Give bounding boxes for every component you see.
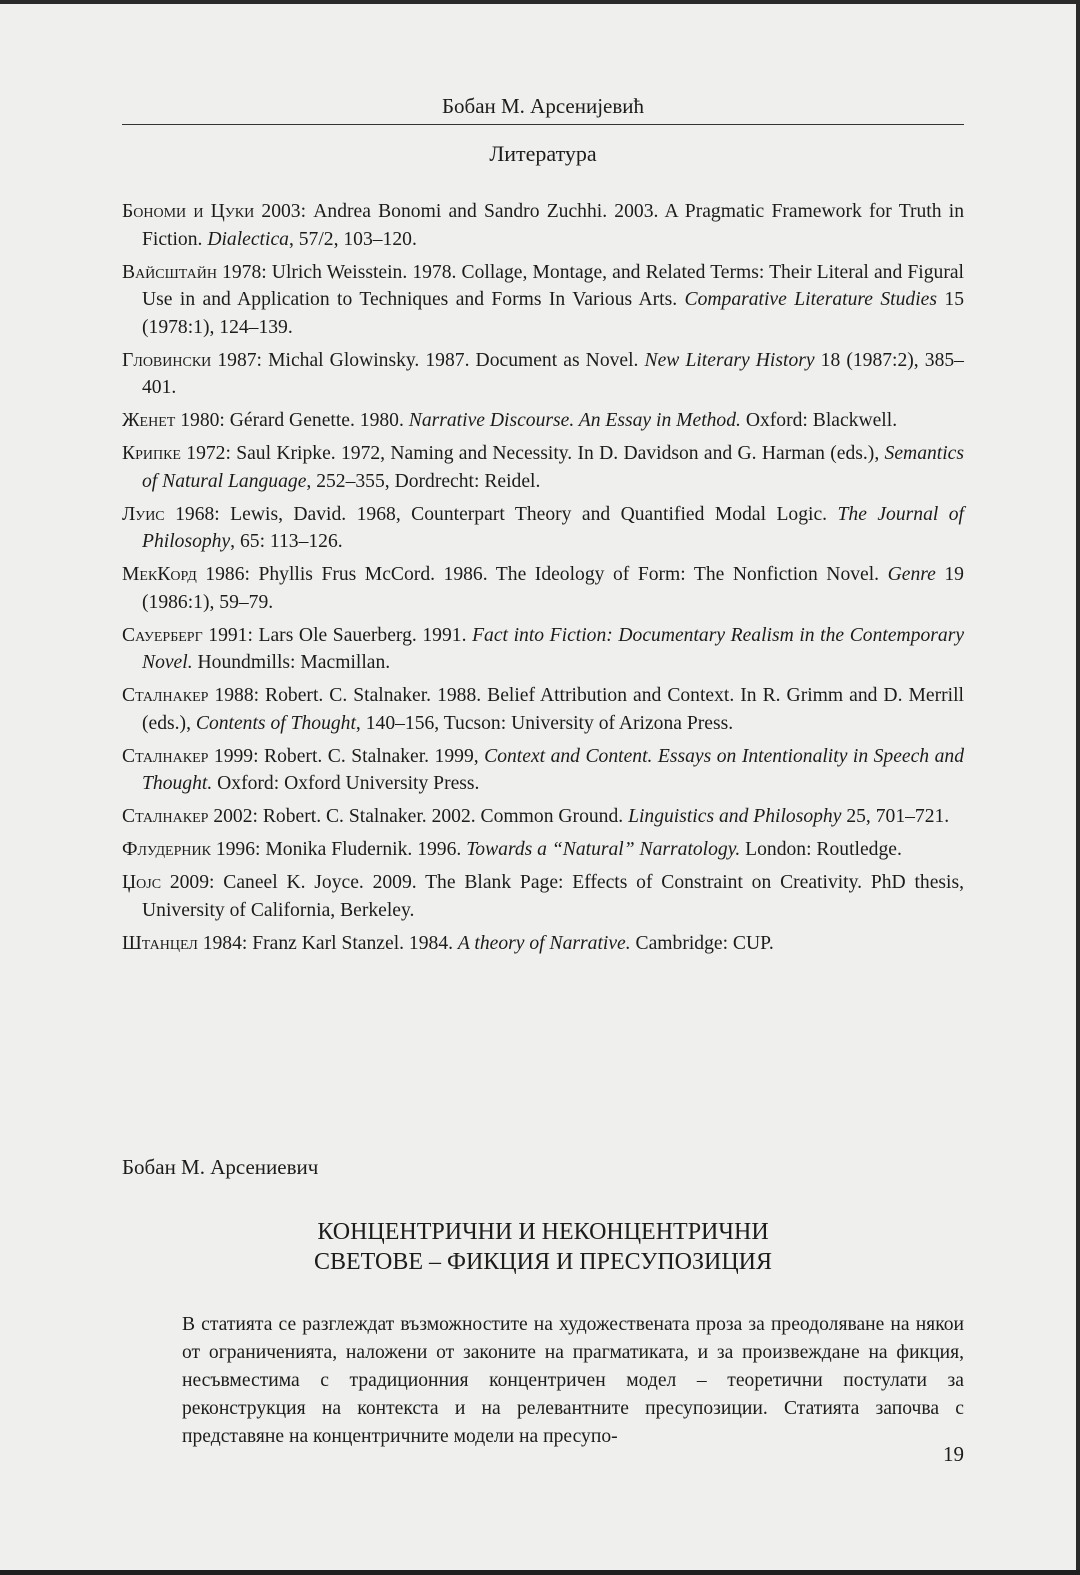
scan-bottom-edge	[0, 1570, 1080, 1575]
bibliography-heading: Литература	[489, 141, 597, 166]
bibliography-entry: Џојс 2009: Caneel K. Joyce. 2009. The Blank Page: Effects of Constraint on Creativity. PhD thesis, University of California, Berkeley.	[122, 872, 964, 921]
article-title-line-1: КОНЦЕНТРИЧНИ И НЕКОНЦЕНТРИЧНИ	[317, 1219, 769, 1245]
bibliography-entry: Сталнакер 2002: Robert. C. Stalnaker. 2002. Common Ground. Linguistics and Philosophy 25, 701–721.	[122, 806, 950, 827]
article-author: Бобан М. Арсениевич	[122, 1155, 319, 1179]
bibliography-entry: МекКорд 1986: Phyllis Frus McCord. 1986. The Ideology of Form: The Nonfiction Novel. Genre 19 (1986:1), 59–79.	[122, 564, 964, 613]
article-title	[122, 1217, 964, 1277]
page-number: 19	[943, 1442, 964, 1466]
header-rule	[122, 124, 964, 125]
scan-right-edge	[1076, 0, 1080, 1575]
bibliography-entry: Сауерберг 1991: Lars Ole Sauerberg. 1991. Fact into Fiction: Documentary Realism in the Contemporary Novel. Houndmills: Macmillan.	[122, 624, 965, 673]
article-abstract: В статията се разглеждат възможностите на художествената проза за преодоляване на някои от ограниченията, наложени от законите на прагматиката, и за произвеждане на фикция, несъвместима с традиционния концентричен модел – теоретични постулати за реконструкция на контекста и на релевантните пресупозиции. Статията започва с представяне на концентричните модели на пресупо-	[182, 1314, 964, 1447]
bibliography-entry: Штанцел 1984: Franz Karl Stanzel. 1984. A theory of Narrative. Cambridge: CUP.	[122, 932, 774, 954]
bibliography-entry: Флудерник 1996: Monika Fludernik. 1996. Towards a “Natural” Narratology. London: Routledge.	[122, 839, 902, 860]
bibliography-entry: Гловински 1987: Michal Glowinsky. 1987. Document as Novel. New Literary History 18 (1987:2), 385–401.	[122, 349, 964, 398]
bibliography-entry: Бономи и Цуки 2003: Andrea Bonomi and Sandro Zuchhi. 2003. A Pragmatic Framework for Truth in Fiction. Dialectica, 57/2, 103–120.	[122, 201, 964, 250]
bibliography-list	[122, 198, 964, 963]
bibliography-entry: Крипке 1972: Saul Kripke. 1972, Naming and Necessity. In D. Davidson and G. Harman (eds.), Semantics of Natural Language, 252–355, Dordrecht: Reidel.	[122, 443, 964, 492]
article-title-line-2: СВЕТОВЕ – ФИКЦИЯ И ПРЕСУПОЗИЦИЯ	[313, 1249, 773, 1275]
bibliography-entry: Вайсштайн 1978: Ulrich Weisstein. 1978. Collage, Montage, and Related Terms: Their Literal and Figural Use in and Application to Techniques and Forms In Various Arts. Comparative Literature Studies 15 (1978:1), 124–139.	[122, 261, 964, 338]
bibliography-entry: Луис 1968: Lewis, David. 1968, Counterpart Theory and Quantified Modal Logic. The Journal of Philosophy, 65: 113–126.	[122, 503, 964, 552]
running-head: Бобан М. Арсенијевић	[441, 94, 645, 118]
bibliography-entry: Женет 1980: Gérard Genette. 1980. Narrative Discourse. An Essay in Method. Oxford: Blackwell.	[122, 410, 898, 431]
bibliography-entry: Сталнакер 1988: Robert. C. Stalnaker. 1988. Belief Attribution and Context. In R. Grimm and D. Merrill (eds.), Contents of Thought, 140–156, Tucson: University of Arizona Press.	[122, 685, 964, 734]
scan-top-edge	[0, 0, 1080, 4]
bibliography-entry: Сталнакер 1999: Robert. C. Stalnaker. 1999, Context and Content. Essays on Intentionality in Speech and Thought. Oxford: Oxford University Press.	[122, 745, 964, 794]
